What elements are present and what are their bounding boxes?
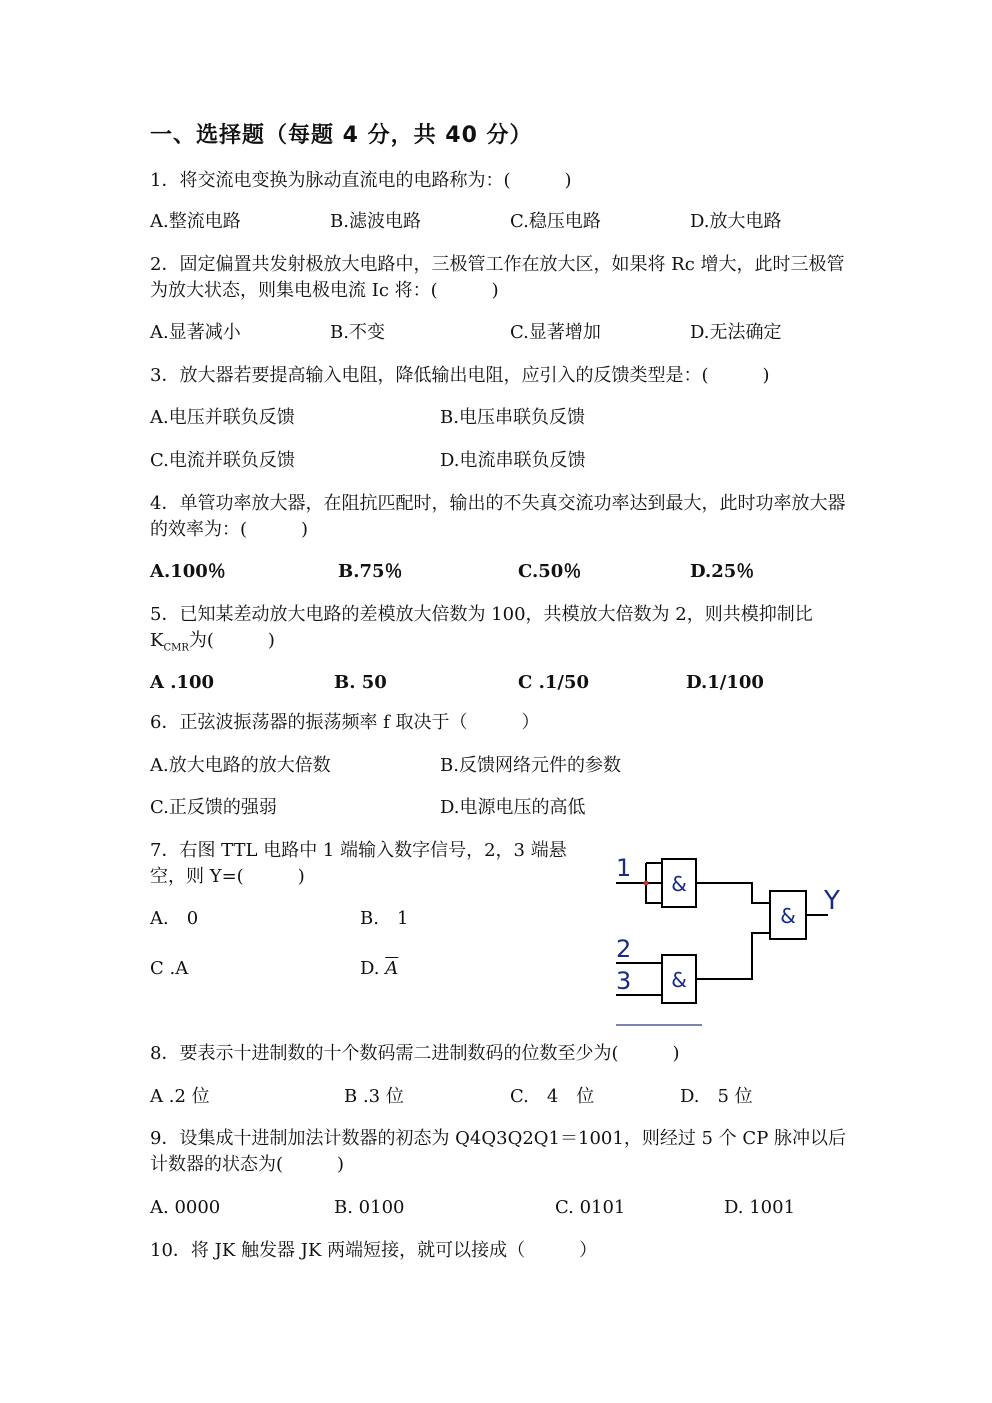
question-9: 9．设集成十进制加法计数器的初态为 Q4Q3Q2Q1＝1001，则经过 5 个 CP 脉冲以后计数器的状态为( ) [150,1128,847,1175]
q2-option-a[interactable]: A.显著减小 [150,322,241,343]
q9-option-b[interactable]: B. 0100 [334,1197,405,1218]
question-7: 7．右图 TTL 电路中 1 端输入数字信号，2，3 端悬空，则 Y=( ) [150,840,567,887]
q1-option-b[interactable]: B.滤波电路 [330,211,421,232]
q9-option-a[interactable]: A. 0000 [150,1197,221,1218]
q7-option-a[interactable]: A. 0 [150,908,199,929]
junction-dot [644,881,649,886]
q1-option-d[interactable]: D.放大电路 [690,211,782,232]
q7-option-d-symbol: $\overline{A}$ [385,958,399,979]
input-3-label: 3 [616,967,632,995]
q2-option-d[interactable]: D.无法确定 [690,322,782,343]
q4-option-c[interactable]: C.50％ [518,561,582,582]
q7-option-c[interactable]: C .A [150,958,189,979]
q8-option-d[interactable]: D. 5 位 [680,1086,753,1107]
q6-option-a[interactable]: A.放大电路的放大倍数 [150,755,331,776]
gate-3-symbol: & [780,904,796,928]
question-1: 1．将交流电变换为脉动直流电的电路称为：( ) [150,170,572,191]
q2-option-c[interactable]: C.显著增加 [510,322,601,343]
q5-option-a[interactable]: A .100 [150,672,215,693]
q8-option-b[interactable]: B .3 位 [344,1086,404,1107]
ttl-circuit-diagram [600,845,860,1035]
q4-option-b[interactable]: B.75％ [338,561,403,582]
q1-option-a[interactable]: A.整流电路 [150,211,241,232]
question-10: 10．将 JK 触发器 JK 两端短接，就可以接成（ ） [150,1240,598,1261]
q8-option-c[interactable]: C. 4 位 [510,1086,595,1107]
q7-option-b[interactable]: B. 1 [360,908,409,929]
q7-option-d[interactable] [360,957,398,981]
q5-option-b[interactable]: B. 50 [334,672,387,693]
q5-text-post: 为( ) [188,630,275,651]
gate-2-output-wire [696,933,770,979]
question-5 [150,602,850,662]
q2-option-b[interactable]: B.不变 [330,322,385,343]
q5-option-d[interactable]: D.1/100 [686,672,764,693]
gate-2-symbol: & [671,968,687,992]
question-3: 3．放大器若要提高输入电阻，降低输出电阻，应引入的反馈类型是：( ) [150,365,770,386]
q5-text-sub: CMR [163,642,189,654]
q7-option-d-label: D. [360,958,380,979]
q3-option-a[interactable]: A.电压并联负反馈 [150,407,295,428]
q3-option-b[interactable]: B.电压串联负反馈 [440,407,585,428]
section-title: 一、选择题（每题 4 分，共 40 分） [150,123,533,148]
q6-option-c[interactable]: C.正反馈的强弱 [150,797,277,818]
question-6: 6．正弦波振荡器的振荡频率 f 取决于（ ） [150,712,540,733]
q3-option-d[interactable]: D.电流串联负反馈 [440,450,586,471]
output-y-label: Y [824,886,840,916]
input-2-label: 2 [616,935,632,963]
q1-option-c[interactable]: C.稳压电路 [510,211,601,232]
q8-option-a[interactable]: A .2 位 [150,1086,210,1107]
input-1-label: 1 [616,854,632,882]
gate-1-symbol: & [671,872,687,896]
question-8: 8．要表示十进制数的十个数码需二进制数码的位数至少为( ) [150,1043,680,1064]
question-4: 4．单管功率放大器，在阻抗匹配时，输出的不失真交流功率达到最大，此时功率放大器的效率为：( ) [150,493,846,540]
q9-option-c[interactable]: C. 0101 [555,1197,626,1218]
q5-option-c[interactable]: C .1/50 [518,672,590,693]
q6-option-b[interactable]: B.反馈网络元件的参数 [440,755,621,776]
q4-option-d[interactable]: D.25％ [690,561,755,582]
gate-1-output-wire [696,883,770,903]
q9-option-d[interactable]: D. 1001 [724,1197,796,1218]
q6-option-d[interactable]: D.电源电压的高低 [440,797,586,818]
q3-option-c[interactable]: C.电流并联负反馈 [150,450,295,471]
q4-option-a[interactable]: A.100％ [150,561,226,582]
question-2: 2．固定偏置共发射极放大电路中，三极管工作在放大区，如果将 Rc 增大，此时三极管为放大状态，则集电极电流 Ic 将：( ) [150,254,845,301]
q5-text-pre: 5．已知某差动放大电路的差模放大倍数为 100，共模放大倍数为 2，则共模抑制比 K [150,604,813,651]
